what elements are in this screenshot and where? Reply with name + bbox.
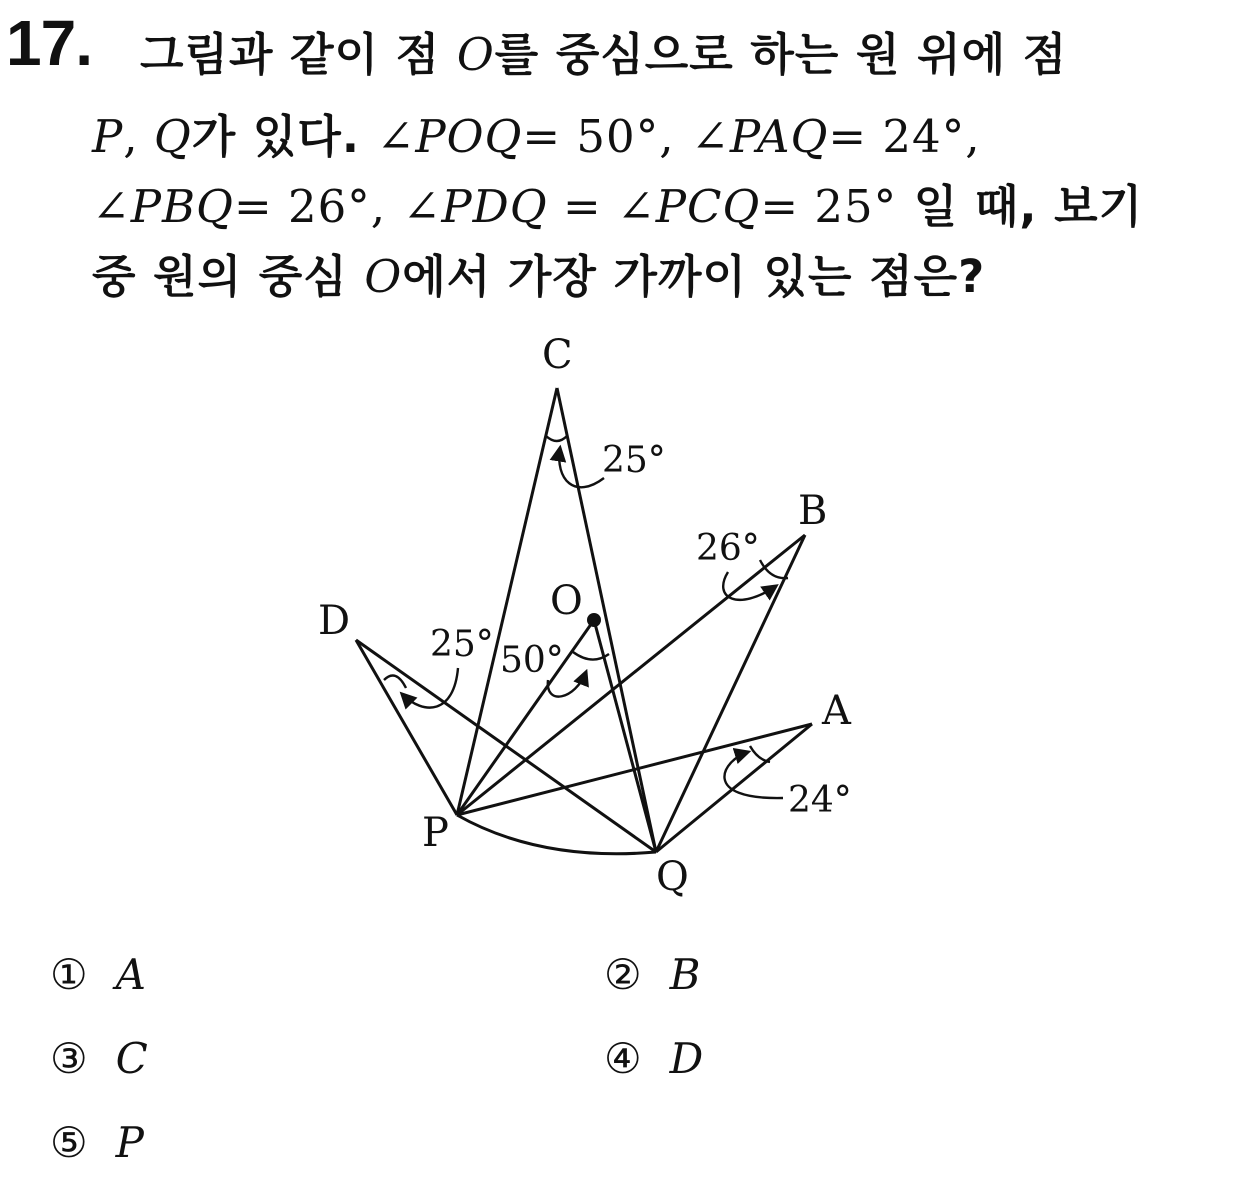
- choice-5[interactable]: [50, 1118, 144, 1167]
- var-q: Q: [153, 110, 192, 163]
- value-pbq: = 26°,: [233, 180, 387, 233]
- value-paq: = 24°,: [828, 110, 981, 163]
- angle-pdq: ∠PDQ: [402, 180, 548, 233]
- value-pcq: = 25°: [760, 180, 898, 233]
- choice-value: D: [669, 1034, 704, 1083]
- label-c: C: [542, 332, 573, 378]
- choice-4[interactable]: [604, 1034, 703, 1083]
- choice-number: ④: [604, 1034, 642, 1083]
- center-point-o: [587, 613, 601, 627]
- question-text: 일 때, 보기: [897, 180, 1144, 233]
- angle-label-b: 26°: [696, 528, 760, 569]
- value-poq: = 50°,: [522, 110, 675, 163]
- choice-number: ②: [604, 950, 642, 999]
- label-p: P: [422, 810, 449, 856]
- segment-oq: [594, 620, 656, 852]
- question-text: 그림과 같이 점: [140, 28, 457, 81]
- segment-bq: [656, 535, 805, 852]
- choice-value: P: [115, 1118, 144, 1167]
- label-o: O: [550, 578, 583, 624]
- angle-pcq: ∠PCQ: [617, 180, 761, 233]
- choice-1[interactable]: [50, 950, 146, 999]
- question-text: 가 있다.: [191, 110, 377, 163]
- angle-label-a: 24°: [788, 780, 852, 821]
- choice-value: C: [115, 1034, 148, 1083]
- angle-paq: ∠PAQ: [691, 110, 829, 163]
- label-b: B: [798, 488, 828, 534]
- angle-label-c: 25°: [602, 440, 666, 481]
- angle-label-o: 50°: [500, 640, 564, 681]
- question-text: 를 중심으로 하는 원 위에 점: [494, 28, 1068, 81]
- leader-c: [559, 448, 604, 487]
- separator: ,: [123, 110, 154, 163]
- choice-3[interactable]: [50, 1034, 148, 1083]
- segment-pd: [356, 640, 457, 815]
- choice-number: ③: [50, 1034, 88, 1083]
- var-o: O: [456, 28, 495, 81]
- angle-arc-c: [546, 436, 567, 441]
- angle-pbq: ∠PBQ: [92, 180, 234, 233]
- choice-number: ⑤: [50, 1118, 88, 1167]
- label-a: A: [822, 688, 851, 734]
- choice-value: B: [669, 950, 701, 999]
- angle-arc-d: [384, 676, 406, 689]
- angle-label-d: 25°: [430, 624, 494, 665]
- label-d: D: [318, 598, 351, 644]
- var-p: P: [92, 110, 124, 163]
- segment-pc: [457, 388, 557, 815]
- question-text: 에서 가장 가까이 있는 점은?: [402, 250, 986, 303]
- choice-value: A: [115, 950, 146, 999]
- leader-d: [402, 668, 458, 708]
- angle-poq: ∠POQ: [376, 110, 523, 163]
- choice-number: ①: [50, 950, 88, 999]
- question-text: 중 원의 중심: [92, 250, 365, 303]
- equals: =: [547, 180, 617, 233]
- var-o: O: [364, 250, 403, 303]
- question-number: 17.: [6, 7, 92, 79]
- label-q: Q: [656, 854, 689, 900]
- leader-a: [724, 752, 783, 798]
- circle-arc-pq: [457, 815, 656, 854]
- choice-2[interactable]: [604, 950, 701, 999]
